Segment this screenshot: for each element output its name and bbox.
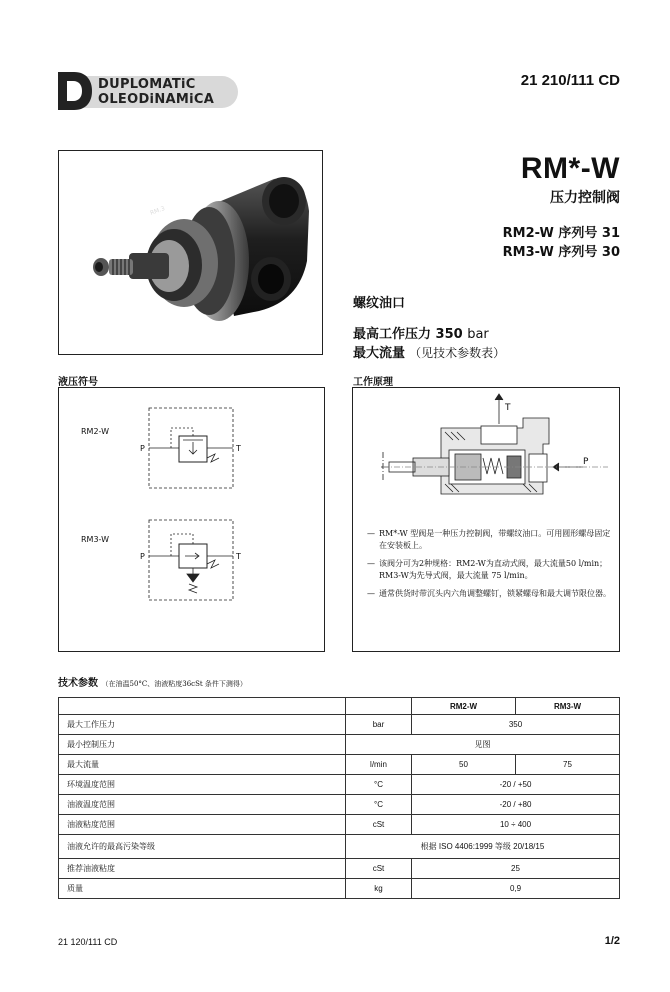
- table-row: 油液允许的最高污染等级 根据 ISO 4406:1999 等级 20/18/15: [59, 835, 620, 859]
- table-header-row: [59, 698, 620, 715]
- rm2-symbol: [149, 408, 233, 488]
- series-model: RM2-W: [502, 226, 554, 241]
- principle-bullet: — RM*-W 型阀是一种压力控制阀，带螺纹油口。可用圆形螺母固定在安装板上。: [367, 529, 611, 550]
- company-logo: [58, 70, 240, 112]
- valve-section-diagram: [353, 388, 619, 513]
- principle-port-p: P: [583, 457, 589, 467]
- principle-box: [352, 387, 620, 652]
- brand-line-1: DUPLOMATiC: [98, 77, 196, 92]
- series-label: 序列号: [558, 226, 598, 241]
- port-t-label: T: [236, 444, 241, 453]
- symbol-name: RM2-W: [81, 427, 110, 436]
- table-row: 最大工作压力 bar 350: [59, 715, 620, 735]
- series-number: 31: [601, 226, 620, 241]
- col-rm2: RM2-W: [412, 698, 516, 715]
- pressure-value: 350: [435, 327, 463, 342]
- series-number: 30: [601, 245, 620, 260]
- page-number: 1/2: [604, 935, 620, 947]
- rm3-symbol: [149, 520, 233, 600]
- table-row: 最小控制压力 见图: [59, 735, 620, 755]
- brand-line-2: OLEODiNAMiCA: [98, 92, 215, 107]
- symbols-title: 液压符号: [58, 377, 98, 388]
- product-photo: [58, 150, 323, 355]
- footer-doc-number: 21 120/111 CD: [58, 937, 118, 947]
- table-row: 质量 kg 0,9: [59, 879, 620, 899]
- flow-label: 最大流量: [353, 346, 406, 361]
- principle-title: 工作原理: [353, 377, 393, 388]
- logo-d-icon: [58, 72, 92, 110]
- principle-bullet: — 通常供货时带沉头内六角调整螺钉，锁紧螺母和最大调节限位器。: [367, 589, 611, 598]
- table-row: 油液温度范围 °C -20 / +80: [59, 795, 620, 815]
- product-subtitle: 压力控制阀: [550, 190, 620, 206]
- table-row: 推荐油液粘度 cSt 25: [59, 859, 620, 879]
- hydraulic-symbols-diagram: [59, 388, 324, 651]
- port-p-label: P: [140, 552, 145, 561]
- tech-conditions: （在油温50°C、油液粘度36cSt 条件下测得）: [101, 680, 247, 688]
- pressure-label: 最高工作压力: [353, 327, 432, 342]
- series-label: 序列号: [558, 245, 598, 260]
- valve-photo-icon: [59, 151, 322, 354]
- series-model: RM3-W: [502, 245, 554, 260]
- pressure-unit: bar: [467, 327, 489, 342]
- feature-pressure: [353, 323, 489, 342]
- symbol-name: RM3-W: [81, 535, 110, 544]
- series-line-rm3: [503, 241, 620, 260]
- port-t-label: T: [236, 552, 241, 561]
- series-line-rm2: [503, 222, 620, 241]
- tech-title-text: 技术参数: [58, 678, 98, 689]
- table-row: 环境温度范围 °C -20 / +50: [59, 775, 620, 795]
- tech-title: [58, 674, 247, 689]
- table-row: 最大流量 l/min 50 75: [59, 755, 620, 775]
- flow-note: （见技术参数表）: [409, 346, 506, 360]
- port-p-label: P: [140, 444, 145, 453]
- feature-flow: [353, 342, 505, 361]
- feature-port: 螺纹油口: [353, 296, 406, 311]
- table-row: 油液粘度范围 cSt 10 ÷ 400: [59, 815, 620, 835]
- tech-table: [58, 697, 620, 899]
- principle-port-t: T: [505, 403, 511, 413]
- symbols-box: [58, 387, 325, 652]
- principle-bullet: — 该阀分可为2种规格：RM2-W为直动式阀，最大流量50 l/min；RM3-W为先导式阀，最大流量 75 l/min。: [367, 559, 608, 580]
- col-rm3: RM3-W: [516, 698, 620, 715]
- product-title: RM*-W: [520, 152, 620, 185]
- engraving-text: RM.3: [149, 205, 166, 217]
- document-number: 21 210/111 CD: [520, 72, 620, 89]
